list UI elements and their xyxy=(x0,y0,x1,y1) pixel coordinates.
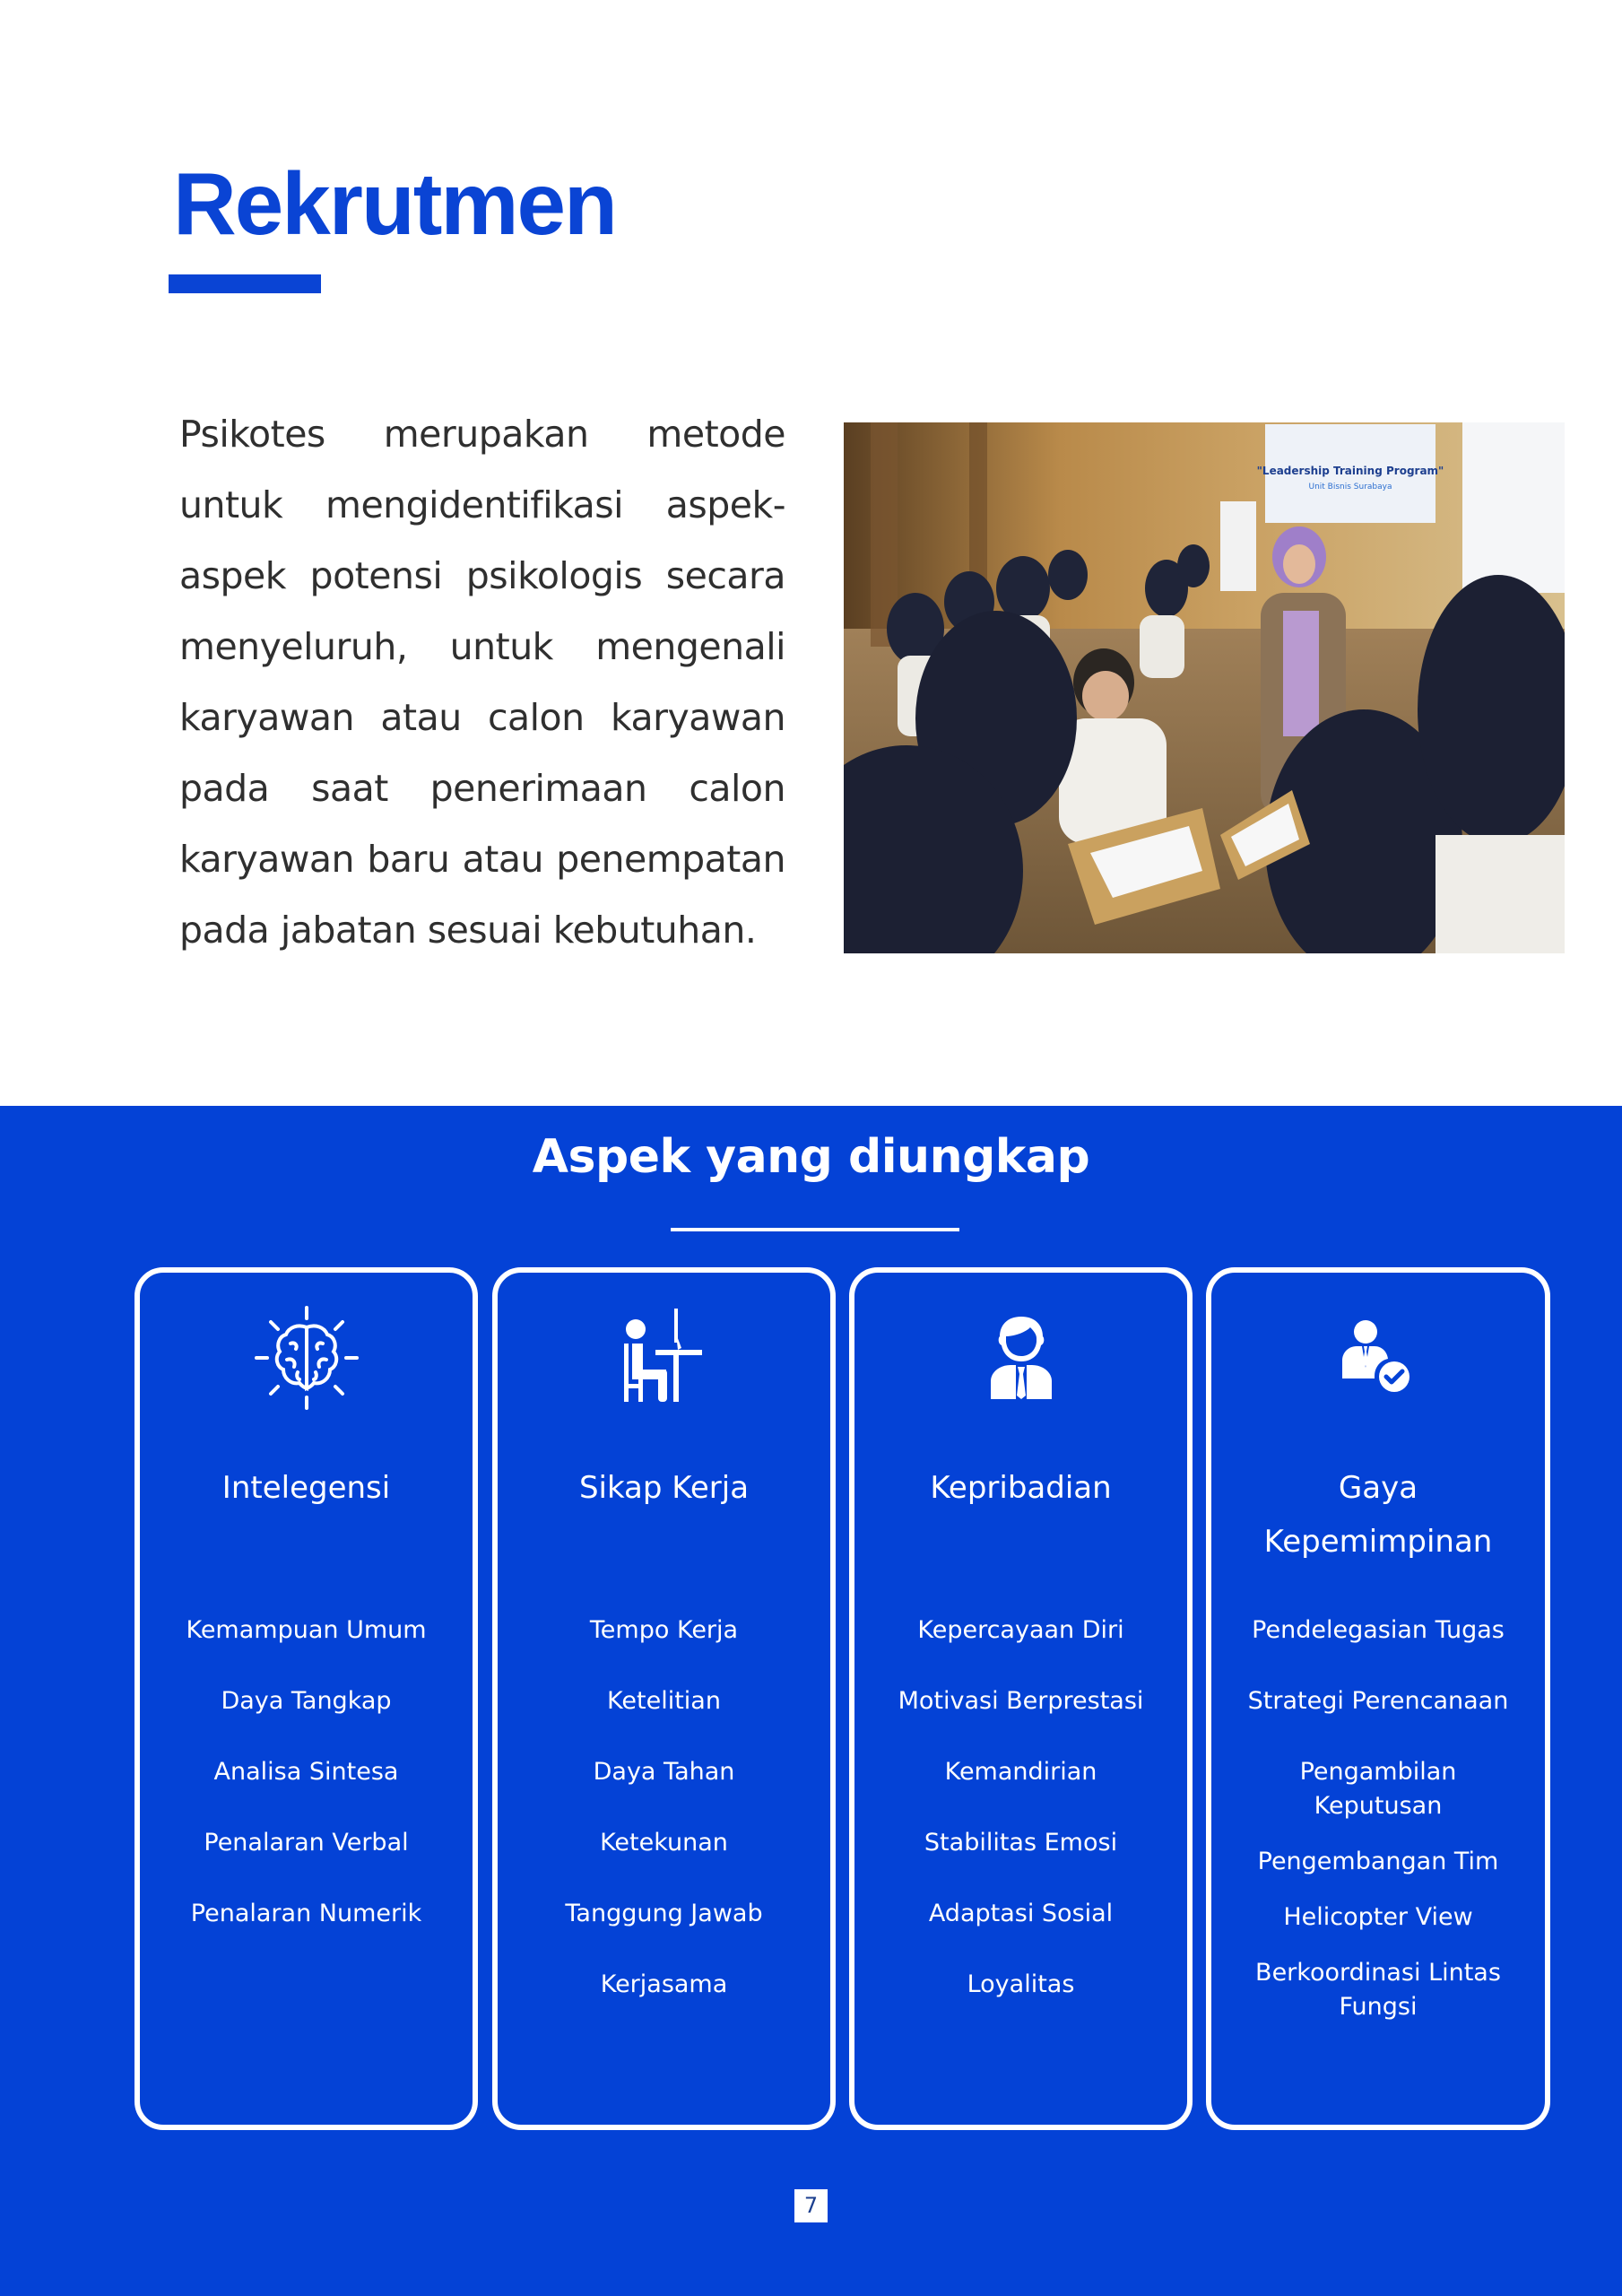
svg-text:Unit Bisnis Surabaya: Unit Bisnis Surabaya xyxy=(1308,483,1392,491)
card-item-list xyxy=(1219,1613,1538,2046)
user-check-icon xyxy=(1211,1300,1545,1416)
card-item-list xyxy=(147,1613,465,1968)
intro-paragraph: Psikotes merupakan metode untuk mengidentifikasi aspek-aspek potensi psikologis secara menyeluruh, untuk mengenali karyawan atau calon karyawan pada saat penerimaan calon karyawan baru atau penempatan pada jabatan sesuai kebutuhan. xyxy=(179,413,785,952)
list-item: Kemandirian xyxy=(944,1758,1097,1786)
list-item: Strategi Perencanaan xyxy=(1247,1687,1509,1715)
page-number: 7 xyxy=(794,2189,828,2222)
list-item: Helicopter View xyxy=(1283,1903,1473,1931)
card-title: Sikap Kerja xyxy=(578,1470,750,1506)
training-photo-illustration xyxy=(844,422,1565,953)
list-item: Ketelitian xyxy=(607,1687,721,1715)
list-item: Daya Tahan xyxy=(593,1758,735,1786)
list-item: Daya Tangkap xyxy=(221,1687,392,1715)
card-item-list xyxy=(862,1613,1180,2039)
list-item: Tempo Kerja xyxy=(589,1616,739,1644)
list-item: Motivasi Berprestasi xyxy=(898,1687,1144,1715)
list-item: Berkoordinasi Lintas Fungsi xyxy=(1255,1959,1501,2021)
list-item: Penalaran Numerik xyxy=(190,1900,422,1927)
list-item: Pendelegasian Tugas xyxy=(1252,1616,1505,1644)
card-title: Intelegensi xyxy=(221,1470,391,1506)
list-item: Kerjasama xyxy=(600,1970,728,1998)
person-at-desk-icon xyxy=(498,1300,830,1416)
section-divider xyxy=(671,1228,959,1231)
list-item: Pengambilan Keputusan xyxy=(1299,1758,1457,1820)
aspect-card-intelegensi xyxy=(134,1267,478,2130)
list-item: Penalaran Verbal xyxy=(204,1829,409,1857)
list-item: Kepercayaan Diri xyxy=(917,1616,1124,1644)
list-item: Kemampuan Umum xyxy=(186,1616,427,1644)
list-item: Adaptasi Sosial xyxy=(928,1900,1114,1927)
training-photo xyxy=(844,422,1565,953)
svg-text:"Leadership Training Program": "Leadership Training Program" xyxy=(1256,465,1444,477)
list-item: Analisa Sintesa xyxy=(213,1758,399,1786)
aspect-card-sikap-kerja xyxy=(492,1267,836,2130)
aspek-section xyxy=(0,1106,1622,2296)
businessman-icon xyxy=(854,1300,1187,1416)
brain-icon xyxy=(140,1300,473,1416)
card-title: Gaya Kepemimpinan xyxy=(1263,1470,1493,1560)
list-item: Stabilitas Emosi xyxy=(924,1829,1118,1857)
list-item: Pengembangan Tim xyxy=(1257,1848,1499,1875)
aspect-card-gaya-kepemimpinan xyxy=(1206,1267,1550,2130)
list-item: Ketekunan xyxy=(600,1829,728,1857)
list-item: Tanggung Jawab xyxy=(565,1900,763,1927)
card-title: Kepribadian xyxy=(930,1470,1112,1506)
title-underline xyxy=(169,274,321,293)
list-item: Loyalitas xyxy=(967,1970,1075,1998)
page-title: Rekrutmen xyxy=(173,154,616,253)
aspect-card-kepribadian xyxy=(849,1267,1193,2130)
section-title: Aspek yang diungkap xyxy=(532,1130,1090,1184)
card-item-list xyxy=(505,1613,823,2039)
